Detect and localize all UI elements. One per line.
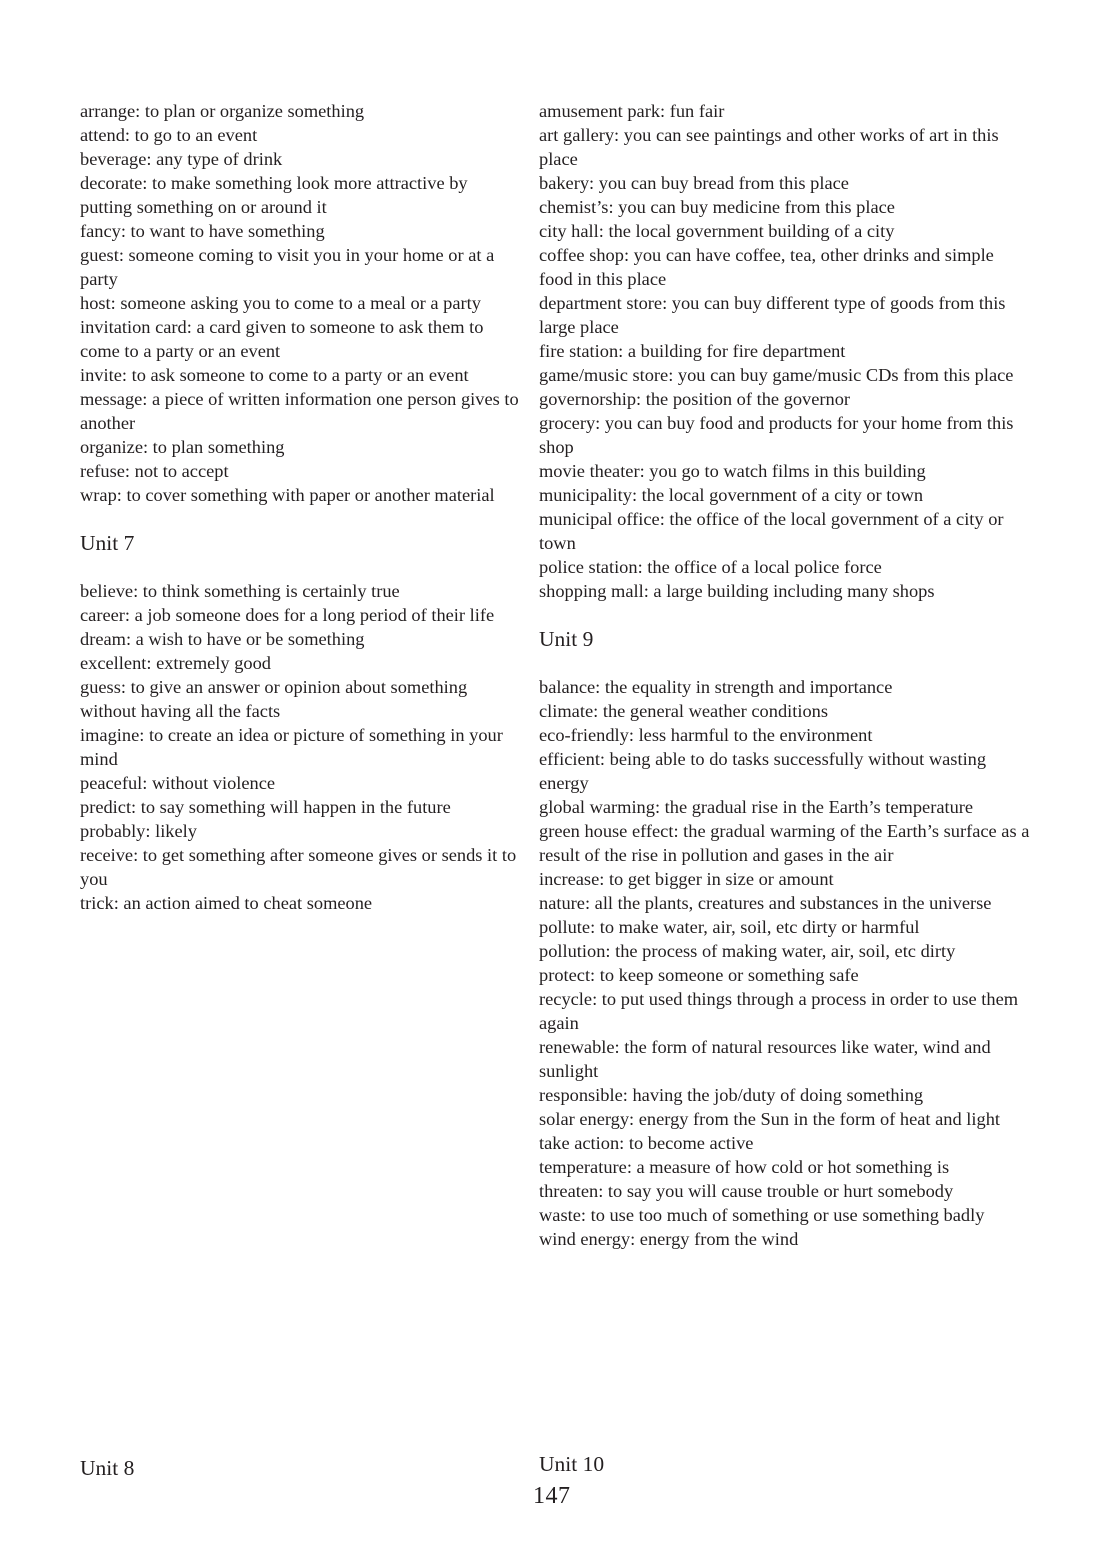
- glossary-entry: believe: to think something is certainly true: [80, 581, 400, 601]
- glossary-entry: renewable: the form of natural resources like water, wind and sunlight: [539, 1037, 991, 1081]
- glossary-entry: arrange: to plan or organize something: [80, 101, 365, 121]
- page-number: 147: [533, 1483, 571, 1509]
- glossary-entry: pollution: the process of making water, air, soil, etc dirty: [539, 941, 956, 961]
- left-column: [80, 99, 520, 915]
- glossary-entry: coffee shop: you can have coffee, tea, other drinks and simple food in this place: [539, 245, 994, 289]
- glossary-entry: decorate: to make something look more attractive by putting something on or around it: [80, 173, 468, 217]
- glossary-entry: guess: to give an answer or opinion about something without having all the facts: [80, 677, 468, 721]
- glossary-entry: temperature: a measure of how cold or hot something is: [539, 1157, 950, 1177]
- glossary-entry: grocery: you can buy food and products for your home from this shop: [539, 413, 1014, 457]
- glossary-entry: balance: the equality in strength and importance: [539, 677, 893, 697]
- glossary-list-unit9: [539, 675, 1031, 1251]
- glossary-entry: receive: to get something after someone gives or sends it to you: [80, 845, 517, 889]
- glossary-entry: trick: an action aimed to cheat someone: [80, 893, 373, 913]
- glossary-entry: shopping mall: a large building including many shops: [539, 581, 935, 601]
- glossary-entry: climate: the general weather conditions: [539, 701, 829, 721]
- glossary-entry: bakery: you can buy bread from this place: [539, 173, 849, 193]
- glossary-entry: attend: to go to an event: [80, 125, 258, 145]
- glossary-list-unit7: [80, 579, 520, 915]
- glossary-entry: wind energy: energy from the wind: [539, 1229, 799, 1249]
- glossary-entry: message: a piece of written information one person gives to another: [80, 389, 519, 433]
- glossary-entry: guest: someone coming to visit you in your home or at a party: [80, 245, 495, 289]
- glossary-entry: game/music store: you can buy game/music CDs from this place: [539, 365, 1014, 385]
- glossary-entry: take action: to become active: [539, 1133, 754, 1153]
- glossary-entry: excellent: extremely good: [80, 653, 271, 673]
- glossary-entry: threaten: to say you will cause trouble or hurt somebody: [539, 1181, 954, 1201]
- glossary-entry: dream: a wish to have or be something: [80, 629, 365, 649]
- glossary-entry: waste: to use too much of something or use something badly: [539, 1205, 985, 1225]
- glossary-entry: solar energy: energy from the Sun in the form of heat and light: [539, 1109, 1001, 1129]
- glossary-entry: municipality: the local government of a city or town: [539, 485, 924, 505]
- glossary-entry: increase: to get bigger in size or amount: [539, 869, 834, 889]
- glossary-entry: probably: likely: [80, 821, 197, 841]
- glossary-entry: wrap: to cover something with paper or another material: [80, 485, 495, 505]
- unit-7-heading: Unit 7: [80, 531, 135, 555]
- unit-10-heading: Unit 10: [539, 1452, 605, 1476]
- glossary-entry: global warming: the gradual rise in the Earth’s temperature: [539, 797, 974, 817]
- unit-9-heading: Unit 9: [539, 627, 594, 651]
- glossary-entry: municipal office: the office of the local government of a city or town: [539, 509, 1004, 553]
- glossary-entry: nature: all the plants, creatures and substances in the universe: [539, 893, 992, 913]
- glossary-list-unit8: [539, 99, 1031, 603]
- glossary-entry: protect: to keep someone or something safe: [539, 965, 859, 985]
- glossary-entry: city hall: the local government building of a city: [539, 221, 895, 241]
- glossary-entry: invite: to ask someone to come to a party or an event: [80, 365, 469, 385]
- glossary-entry: amusement park: fun fair: [539, 101, 725, 121]
- glossary-entry: host: someone asking you to come to a meal or a party: [80, 293, 481, 313]
- glossary-entry: invitation card: a card given to someone to ask them to come to a party or an event: [80, 317, 484, 361]
- right-column: [539, 99, 1031, 1251]
- glossary-entry: fire station: a building for fire department: [539, 341, 846, 361]
- glossary-entry: predict: to say something will happen in the future: [80, 797, 451, 817]
- glossary-entry: police station: the office of a local police force: [539, 557, 882, 577]
- glossary-entry: fancy: to want to have something: [80, 221, 325, 241]
- unit-8-heading: Unit 8: [80, 1456, 135, 1480]
- glossary-entry: green house effect: the gradual warming of the Earth’s surface as a result of the rise in pollution and gases in the air: [539, 821, 1030, 865]
- glossary-entry: recycle: to put used things through a process in order to use them again: [539, 989, 1019, 1033]
- glossary-entry: art gallery: you can see paintings and other works of art in this place: [539, 125, 999, 169]
- glossary-entry: chemist’s: you can buy medicine from this place: [539, 197, 895, 217]
- glossary-entry: imagine: to create an idea or picture of something in your mind: [80, 725, 503, 769]
- glossary-entry: movie theater: you go to watch films in this building: [539, 461, 926, 481]
- glossary-entry: efficient: being able to do tasks successfully without wasting energy: [539, 749, 987, 793]
- glossary-entry: pollute: to make water, air, soil, etc dirty or harmful: [539, 917, 920, 937]
- glossary-entry: beverage: any type of drink: [80, 149, 283, 169]
- glossary-entry: peaceful: without violence: [80, 773, 276, 793]
- glossary-entry: responsible: having the job/duty of doing something: [539, 1085, 924, 1105]
- glossary-list-unit6: [80, 99, 520, 507]
- glossary-entry: refuse: not to accept: [80, 461, 229, 481]
- glossary-entry: eco-friendly: less harmful to the environment: [539, 725, 873, 745]
- glossary-entry: department store: you can buy different type of goods from this large place: [539, 293, 1006, 337]
- glossary-entry: governorship: the position of the governor: [539, 389, 851, 409]
- glossary-entry: career: a job someone does for a long period of their life: [80, 605, 495, 625]
- glossary-entry: organize: to plan something: [80, 437, 285, 457]
